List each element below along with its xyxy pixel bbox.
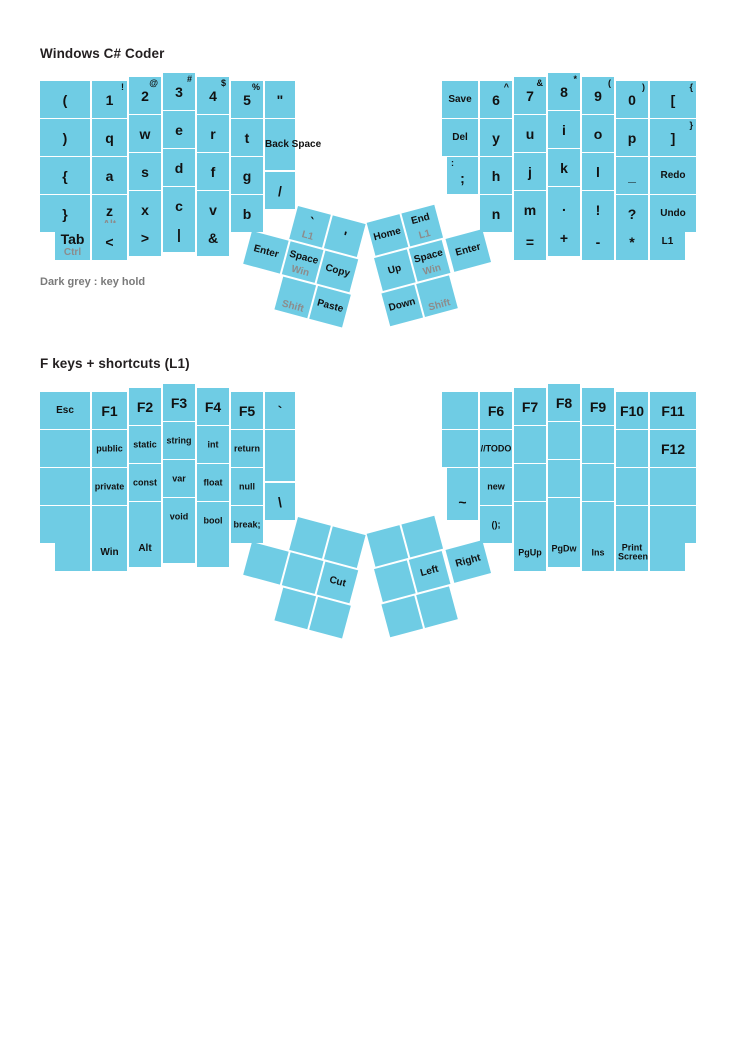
key[interactable]: y [480, 119, 512, 156]
key[interactable]: t [231, 119, 263, 156]
key[interactable]: 3 # [163, 73, 195, 110]
key-enter[interactable]: Enter [243, 231, 289, 274]
key-space-win[interactable]: Space Win [282, 241, 324, 283]
key[interactable] [548, 422, 580, 459]
key[interactable]: / [265, 172, 295, 209]
key[interactable]: 0 ) [616, 81, 648, 118]
key-paste[interactable]: Paste [309, 286, 351, 328]
key-left[interactable]: Left [409, 551, 451, 593]
key[interactable]: c [163, 187, 195, 224]
key[interactable]: w [129, 115, 161, 152]
key-undo[interactable]: Undo [650, 195, 696, 232]
key[interactable]: > [129, 219, 161, 256]
key[interactable] [650, 468, 696, 505]
key[interactable]: * [616, 223, 648, 260]
key[interactable] [265, 430, 295, 481]
key[interactable]: g [231, 157, 263, 194]
key-redo[interactable]: Redo [650, 157, 696, 194]
key[interactable] [616, 430, 648, 467]
key[interactable]: ( [40, 81, 90, 118]
key-copy[interactable]: Copy [317, 251, 359, 293]
key-backtick-l1[interactable]: ` L1 [289, 206, 331, 248]
key-return[interactable]: return [231, 430, 263, 467]
key-up[interactable]: Up [374, 249, 416, 291]
key-break[interactable]: break; [231, 506, 263, 543]
key-print-screen[interactable]: Print Screen [616, 534, 648, 571]
key-string[interactable]: string [163, 422, 195, 459]
key[interactable]: h [480, 157, 512, 194]
key[interactable] [40, 468, 90, 505]
hold-legend-note: Dark grey : key hold [40, 276, 146, 288]
key[interactable]: ! [582, 191, 614, 228]
key-float[interactable]: float [197, 464, 229, 501]
key-enter[interactable]: Enter [446, 229, 492, 272]
layer1-title: F keys + shortcuts (L1) [40, 356, 190, 371]
key[interactable]: ) [40, 119, 90, 156]
key-bool[interactable]: bool [197, 502, 229, 539]
key[interactable] [381, 596, 423, 638]
key-tab-ctrl[interactable]: Tab Ctrl [55, 223, 90, 260]
key-todo[interactable]: //TODO [480, 430, 512, 467]
key[interactable]: 8 * [548, 73, 580, 110]
key[interactable]: " [265, 81, 295, 118]
key-parens[interactable]: (); [480, 506, 512, 543]
key[interactable]: u [514, 115, 546, 152]
key-var[interactable]: var [163, 460, 195, 497]
key-f9[interactable]: F9 [582, 388, 614, 425]
key-f3[interactable]: F3 [163, 384, 195, 421]
key[interactable]: ] } [650, 119, 696, 156]
key[interactable]: o [582, 115, 614, 152]
key[interactable]: } [40, 195, 90, 232]
key-esc[interactable]: Esc [40, 392, 90, 429]
key-shift[interactable]: Shift [274, 277, 316, 319]
key[interactable]: x [129, 191, 161, 228]
key[interactable]: 2 @ [129, 77, 161, 114]
key-const[interactable]: const [129, 464, 161, 501]
key-f4[interactable]: F4 [197, 388, 229, 425]
key[interactable] [514, 464, 546, 501]
key[interactable] [582, 464, 614, 501]
key-space-win[interactable]: Space Win [409, 240, 451, 282]
key[interactable]: [ { [650, 81, 696, 118]
key[interactable]: | [163, 215, 195, 252]
key[interactable] [55, 534, 90, 571]
key-tilde[interactable]: ~ [447, 483, 478, 520]
key-private[interactable]: private [92, 468, 127, 505]
key-win[interactable]: Win [92, 534, 127, 571]
key[interactable] [514, 426, 546, 463]
key-null[interactable]: null [231, 468, 263, 505]
key[interactable]: b [231, 195, 263, 232]
key[interactable]: 4 $ [197, 77, 229, 114]
key[interactable]: r [197, 115, 229, 152]
key[interactable]: i [548, 111, 580, 148]
key-f1[interactable]: F1 [92, 392, 127, 429]
key-f12[interactable]: F12 [650, 430, 696, 467]
key[interactable]: _ [616, 157, 648, 194]
key[interactable] [163, 526, 195, 563]
key-del[interactable]: Del [442, 119, 478, 156]
key[interactable]: k [548, 149, 580, 186]
key[interactable] [442, 392, 478, 429]
key[interactable] [582, 426, 614, 463]
key-static[interactable]: static [129, 426, 161, 463]
key-f2[interactable]: F2 [129, 388, 161, 425]
key-new[interactable]: new [480, 468, 512, 505]
key[interactable]: ? [616, 195, 648, 232]
key-public[interactable]: public [92, 430, 127, 467]
key-int[interactable]: int [197, 426, 229, 463]
key[interactable] [616, 468, 648, 505]
key[interactable]: 5 % [231, 81, 263, 118]
key[interactable] [197, 530, 229, 567]
key-void[interactable]: void [163, 498, 195, 535]
key[interactable]: 7 & [514, 77, 546, 114]
key[interactable]: m [514, 191, 546, 228]
key[interactable]: . [548, 187, 580, 224]
key[interactable]: a [92, 157, 127, 194]
key[interactable]: f [197, 153, 229, 190]
key[interactable]: - [582, 223, 614, 260]
key-cut[interactable]: Cut [317, 562, 359, 604]
key[interactable]: l [582, 153, 614, 190]
key[interactable]: + [548, 219, 580, 256]
key[interactable]: e [163, 111, 195, 148]
key-alt[interactable]: Alt [129, 530, 161, 567]
key[interactable]: p [616, 119, 648, 156]
key[interactable] [442, 430, 478, 467]
key[interactable] [650, 534, 685, 571]
key-backspace[interactable]: Back Space [265, 119, 295, 170]
key-ins[interactable]: Ins [582, 534, 614, 571]
key-f10[interactable]: F10 [616, 392, 648, 429]
key-f5[interactable]: F5 [231, 392, 263, 429]
key[interactable]: 1 ! [92, 81, 127, 118]
key-l1[interactable]: L1 [650, 223, 685, 260]
key-z-alt[interactable]: z [92, 195, 127, 232]
key-right[interactable]: Right [446, 540, 492, 583]
key-f7[interactable]: F7 [514, 388, 546, 425]
key[interactable]: & [197, 219, 229, 256]
key[interactable]: s [129, 153, 161, 190]
key[interactable]: v [197, 191, 229, 228]
key[interactable]: n [480, 195, 512, 232]
key[interactable] [548, 460, 580, 497]
key[interactable]: { [40, 157, 90, 194]
key-backtick[interactable]: ` [265, 392, 295, 429]
key-pgdw[interactable]: PgDw [548, 530, 580, 567]
key[interactable] [243, 542, 289, 585]
key-f8[interactable]: F8 [548, 384, 580, 421]
key[interactable] [324, 526, 366, 568]
key-f11[interactable]: F11 [650, 392, 696, 429]
key-f6[interactable]: F6 [480, 392, 512, 429]
key-down[interactable]: Down [381, 285, 423, 327]
key[interactable]: < [92, 223, 127, 260]
key[interactable]: = [514, 223, 546, 260]
key[interactable]: d [163, 149, 195, 186]
key-home[interactable]: Home [367, 214, 409, 256]
key[interactable]: 6 ^ [480, 81, 512, 118]
key-backslash[interactable]: \ [265, 483, 295, 520]
layer0-title: Windows C# Coder [40, 46, 165, 61]
key[interactable]: ' [324, 215, 366, 257]
key[interactable] [309, 597, 351, 639]
key-pgup[interactable]: PgUp [514, 534, 546, 571]
key[interactable]: 9 ( [582, 77, 614, 114]
key[interactable]: q [92, 119, 127, 156]
key[interactable] [40, 430, 90, 467]
key-save[interactable]: Save [442, 81, 478, 118]
key-end-l1[interactable]: End L1 [401, 205, 443, 247]
key-shift[interactable]: Shift [416, 275, 458, 317]
key[interactable] [416, 586, 458, 628]
key-semicolon[interactable]: ; : [447, 157, 478, 194]
key[interactable]: j [514, 153, 546, 190]
